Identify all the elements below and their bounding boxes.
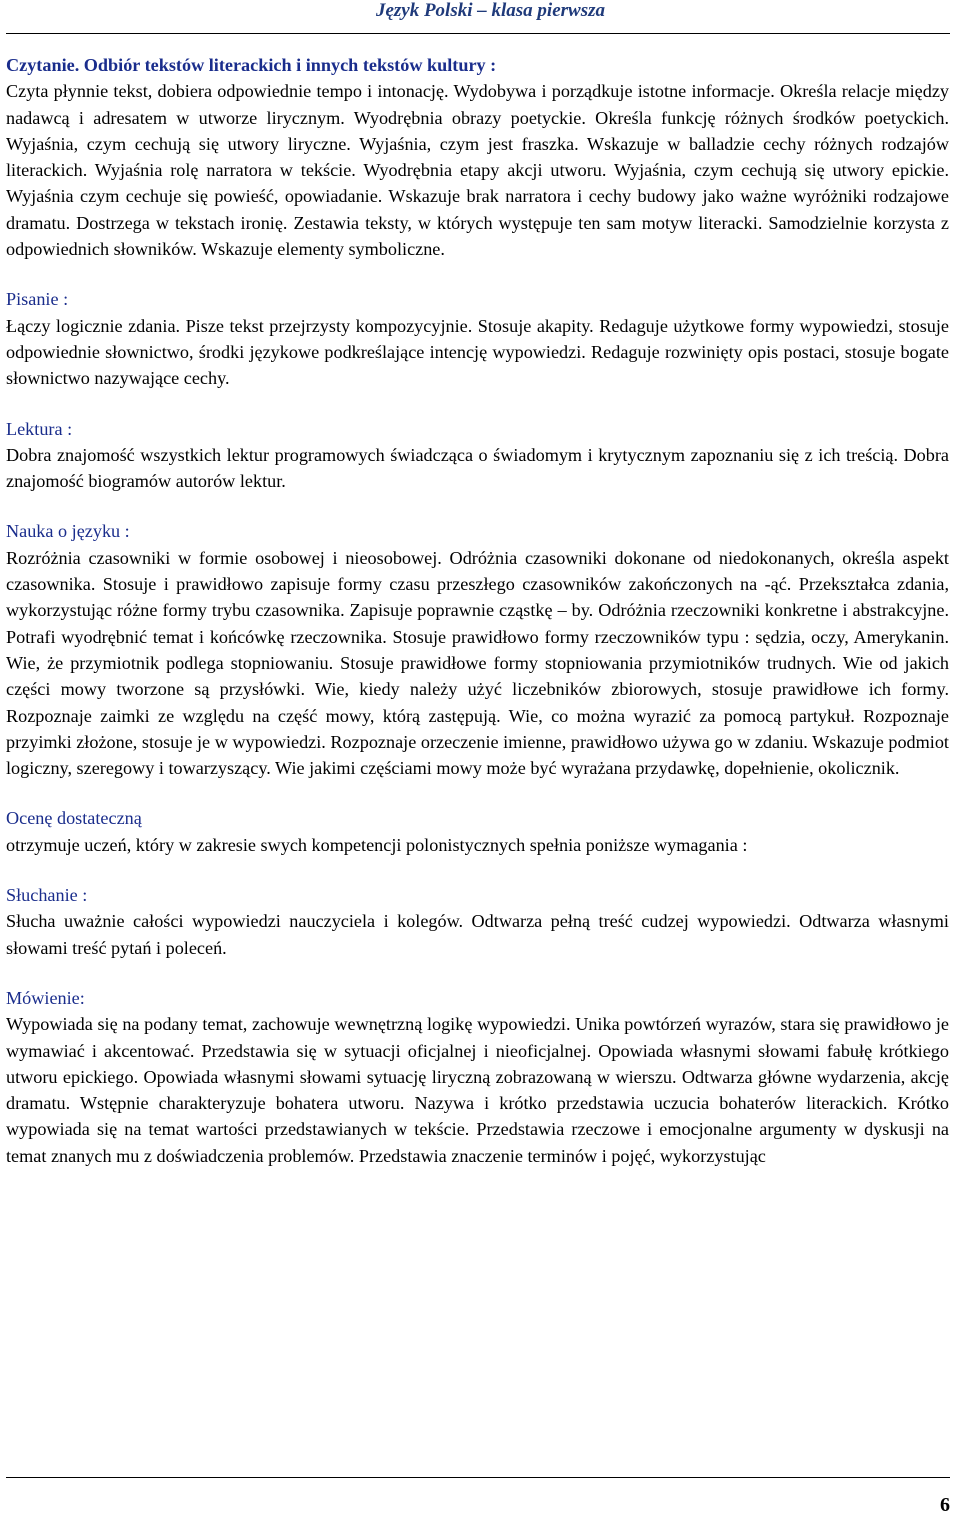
section-writing: [6, 286, 949, 391]
document-body: [6, 52, 949, 1169]
section-text-writing: Łączy logicznie zdania. Pisze tekst przejrzysty kompozycyjnie. Stosuje akapity. Redaguje użytkowe formy wypowiedzi, stosuje odpowiednie słownictwo, środki językowe podkreślające intencję wypowiedzi. Redaguje rozwinięty opis postaci, stosuje bogate słownictwo nazywające cechy.: [6, 315, 949, 389]
section-listening: [6, 882, 949, 961]
section-text-listening: Słucha uważnie całości wypowiedzi nauczyciela i kolegów. Odtwarza pełną treść cudzej wypowiedzi. Odtwarza własnymi słowami treść pytań i poleceń.: [6, 911, 949, 958]
section-speaking: [6, 985, 949, 1169]
section-reading-list: [6, 416, 949, 495]
header-divider: [6, 33, 950, 34]
section-reading: [6, 52, 949, 262]
section-text-grade: otrzymuje uczeń, który w zakresie swych kompetencji polonistycznych spełnia poniższe wymagania :: [6, 834, 748, 855]
section-heading-speaking: Mówienie:: [6, 987, 85, 1008]
section-heading-reading-list: Lektura :: [6, 418, 73, 439]
section-text-speaking: Wypowiada się na podany temat, zachowuje wewnętrzną logikę wypowiedzi. Unika powtórzeń wyrazów, stara się prawidłowo je wymawiać i akcentować. Przedstawia się w sytuacji oficjalnej i nieoficjalnej. Opowiada własnymi słowami fabułę krótkiego utworu epickiego. Opowiada własnymi słowami sytuację liryczną zobrazowaną w wierszu. Odtwarza główne wydarzenia, akcję dramatu. Wstępnie charakteryzuje bohatera utworu. Nazywa i krótko przedstawia uczucia bohaterów literackich. Krótko wypowiada się na temat wartości przedstawianych w tekście. Przedstawia rzeczowe i emocjonalne argumenty w dyskusji na temat znanych mu z doświadczenia problemów. Przedstawia znaczenie terminów i pojęć, wykorzystując: [6, 1014, 949, 1166]
paragraph-gap: [6, 781, 949, 805]
section-text-reading: Czyta płynnie tekst, dobiera odpowiednie tempo i intonację. Wydobywa i porządkuje istotne informacje. Określa relacje między nadawcą i adresatem w utworze lirycznym. Wyodrębnia obrazy poetyckie. Określa funkcję różnych środków poetyckich. Wyjaśnia, czym cechują się utwory liryczne. Wyjaśnia, czym jest fraszka. Wskazuje w balladzie cechy różnych rodzajów literackich. Wyjaśnia rolę narratora w tekście. Wyodrębnia etapy akcji utworu. Wyjaśnia, czym cechują się utwory epickie. Wyjaśnia czym cechuje się powieść, opowiadanie. Wskazuje brak narratora i cechy budowy jako ważne wyróżniki rodzajowe dramatu. Dostrzega w tekstach ironię. Zestawia teksty, w których występuje ten sam motyw literacki. Samodzielnie korzysta z odpowiednich słowników. Wskazuje elementy symboliczne.: [6, 81, 949, 260]
section-text-reading-list: Dobra znajomość wszystkich lektur programowych świadcząca o świadomym i krytycznym zapoznaniu się z ich treścią. Dobra znajomość biogramów autorów lektur.: [6, 444, 949, 492]
section-heading-writing: Pisanie :: [6, 289, 69, 310]
section-heading-grade: Ocenę dostateczną: [6, 808, 142, 829]
paragraph-gap: [6, 494, 949, 518]
section-language: [6, 518, 949, 781]
paragraph-gap: [6, 262, 949, 286]
section-text-language: Rozróżnia czasowniki w formie osobowej i nieosobowej. Odróżnia czasowniki dokonane od niedokonanych, określa aspekt czasownika. Stosuje i prawidłowo zapisuje formy czasu przeszłego czasowników zakończonych na -ąć. Przekształca zdania, wykorzystując różne formy trybu czasownika. Zapisuje poprawnie cząstkę – by. Odróżnia rzeczowniki konkretne i abstrakcyjne. Potrafi wyodrębnić temat i końcówkę rzeczownika. Stosuje prawidłowo formy rzeczowników typu : sędzia, oczy, Amerykanin. Wie, że przymiotnik podlega stopniowaniu. Stosuje prawidłowe formy stopniowania przymiotników trudnych. Wie od jakich części mowy tworzone są przysłówki. Wie, kiedy należy użyć liczebników zbiorowych, stosuje prawidłowe ich formy. Rozpoznaje zaimki ze względu na część mowy, którą zastępują. Wie, co można wyrazić za pomocą partykuł. Rozpoznaje przyimki złożone, stosuje je w wypowiedzi. Rozpoznaje orzeczenie imienne, prawidłowo używa go w zdaniu. Wskazuje podmiot logiczny, szeregowy i towarzyszący. Wie jakimi częściami mowy może być wyrażana przydawkę, dopełnienie, okolicznik.: [6, 547, 949, 779]
section-heading-listening: Słuchanie :: [6, 885, 88, 906]
section-heading-language: Nauka o języku :: [6, 521, 130, 542]
paragraph-gap: [6, 858, 949, 882]
paragraph-gap: [6, 392, 949, 416]
section-heading-reading: Czytanie. Odbiór tekstów literackich i innych tekstów kultury :: [6, 55, 497, 75]
footer-divider: [6, 1477, 950, 1478]
section-grade-satisfactory: [6, 805, 949, 858]
paragraph-gap: [6, 961, 949, 985]
page-number: 6: [940, 1494, 950, 1516]
running-title: Język Polski – klasa pierwsza: [375, 0, 605, 21]
